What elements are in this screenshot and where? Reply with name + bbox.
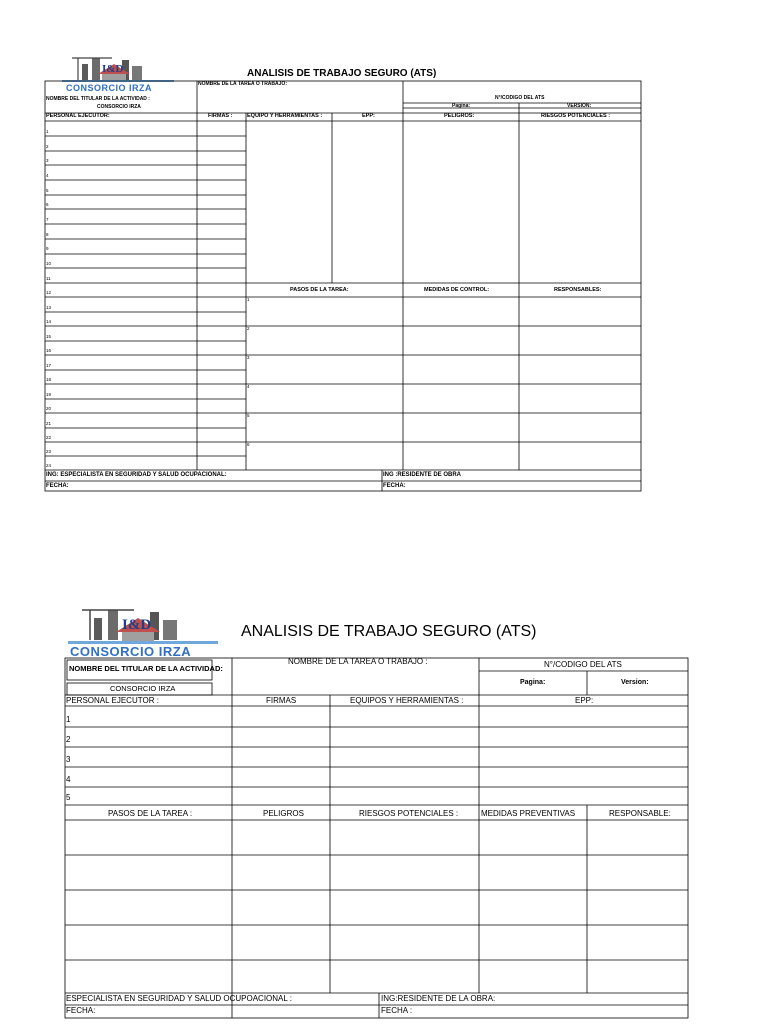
svg-text:I&D: I&D [102,63,124,75]
pagina-label: Pagina: [520,679,546,686]
pagina-label: Pagina: [452,103,471,109]
row-number: 21 [46,421,52,426]
residente-label: ING :RESIDENTE DE OBRA [383,472,462,478]
row-number: 8 [46,232,49,237]
row-number: 13 [46,305,52,310]
row-number: 15 [46,334,52,339]
col-equipo: EQUIPO Y HERRAMIENTAS : [247,113,323,119]
titular-label: NOMBRE DEL TITULAR DE LA ACTIVIDAD : [46,96,150,102]
row-number: 4 [66,775,71,784]
col-firmas: FIRMAS [266,696,297,705]
row-number: 4 [46,173,49,178]
row-number: 10 [46,261,52,266]
paso-number: 4 [247,384,250,389]
fecha-left: FECHA: [46,483,69,489]
row-number: 3 [46,158,49,163]
row-number: 14 [46,319,52,324]
row-number: 2 [66,735,71,744]
col-epp: EPP: [575,696,594,705]
paso-number: 2 [247,326,250,331]
col-peligros: PELIGROS [263,809,304,818]
row-number: 17 [46,363,52,368]
fecha-right: FECHA: [383,483,406,489]
tarea-label: NOMBRE DE LA TAREA O TRABAJO: [198,81,287,87]
paso-number: 5 [247,413,250,418]
row-number: 23 [46,449,52,454]
tarea-label: NOMBRE DE LA TAREA O TRABAJO : [288,657,428,666]
row-number: 19 [46,392,52,397]
row-number: 2 [46,144,49,149]
especialista-label: ING: ESPECIALISTA EN SEGURIDAD Y SALUD OCUPACIONAL: [46,472,227,478]
form-title: ANALISIS DE TRABAJO SEGURO (ATS) [241,623,537,640]
row-number: 9 [46,246,49,251]
col-firmas: FIRMAS : [208,113,233,119]
paso-number: 3 [247,355,250,360]
row-number: 6 [46,202,49,207]
paso-number: 1 [247,297,250,302]
row-number: 5 [66,793,71,802]
codigo-label: N°/CODIGO DEL ATS [495,95,545,101]
fecha-left: FECHA: [66,1006,96,1015]
codigo-label: N°/CODIGO DEL ATS [544,660,622,669]
col-peligros: PELIGROS: [444,113,475,119]
titular-value: CONSORCIO IRZA [97,104,141,110]
row-number: 20 [46,406,52,411]
col-responsable: RESPONSABLE: [609,809,671,818]
pasos-label: PASOS DE LA TAREA: [290,287,349,293]
logo-text: CONSORCIO IRZA [70,644,192,659]
residente-label: ING:RESIDENTE DE LA OBRA: [381,994,496,1003]
svg-text:I&D: I&D [122,617,152,633]
row-number: 18 [46,377,52,382]
especialista-label: ESPECIALISTA EN SEGURIDAD Y SALUD OCUPOACIONAL : [66,994,292,1003]
version-label: Version: [621,679,649,686]
row-number: 7 [46,217,49,222]
form-title: ANALISIS DE TRABAJO SEGURO (ATS) [247,68,437,79]
titular-label: NOMBRE DEL TITULAR DE LA ACTIVIDAD: [69,664,223,673]
row-number: 1 [46,129,49,134]
col-riesgos: RIESGOS POTENCIALES : [541,113,611,119]
col-personal: PERSONAL EJECUTOR : [66,696,159,705]
paso-number: 6 [247,442,250,447]
row-number: 11 [46,276,51,281]
fecha-right: FECHA : [381,1006,413,1015]
col-personal: PERSONAL EJECUTOR: [46,113,110,119]
row-number: 12 [46,290,52,295]
row-number: 3 [66,755,71,764]
col-medidas: MEDIDAS PREVENTIVAS [481,809,576,818]
medidas-label: MEDIDAS DE CONTROL: [424,287,490,293]
responsables-label: RESPONSABLES: [554,287,602,293]
row-number: 5 [46,188,49,193]
version-label: VERSION: [567,103,592,109]
col-pasos: PASOS DE LA TAREA : [108,809,193,818]
row-number: 22 [46,435,52,440]
col-riesgos: RIESGOS POTENCIALES : [359,809,459,818]
row-number: 1 [66,715,71,724]
row-number: 24 [46,463,52,468]
col-equipos: EQUIPOS Y HERRAMIENTAS : [350,696,464,705]
titular-value: CONSORCIO IRZA [110,684,176,693]
col-epp: EPP: [362,113,375,119]
logo-text: CONSORCIO IRZA [66,83,153,93]
row-number: 16 [46,348,52,353]
